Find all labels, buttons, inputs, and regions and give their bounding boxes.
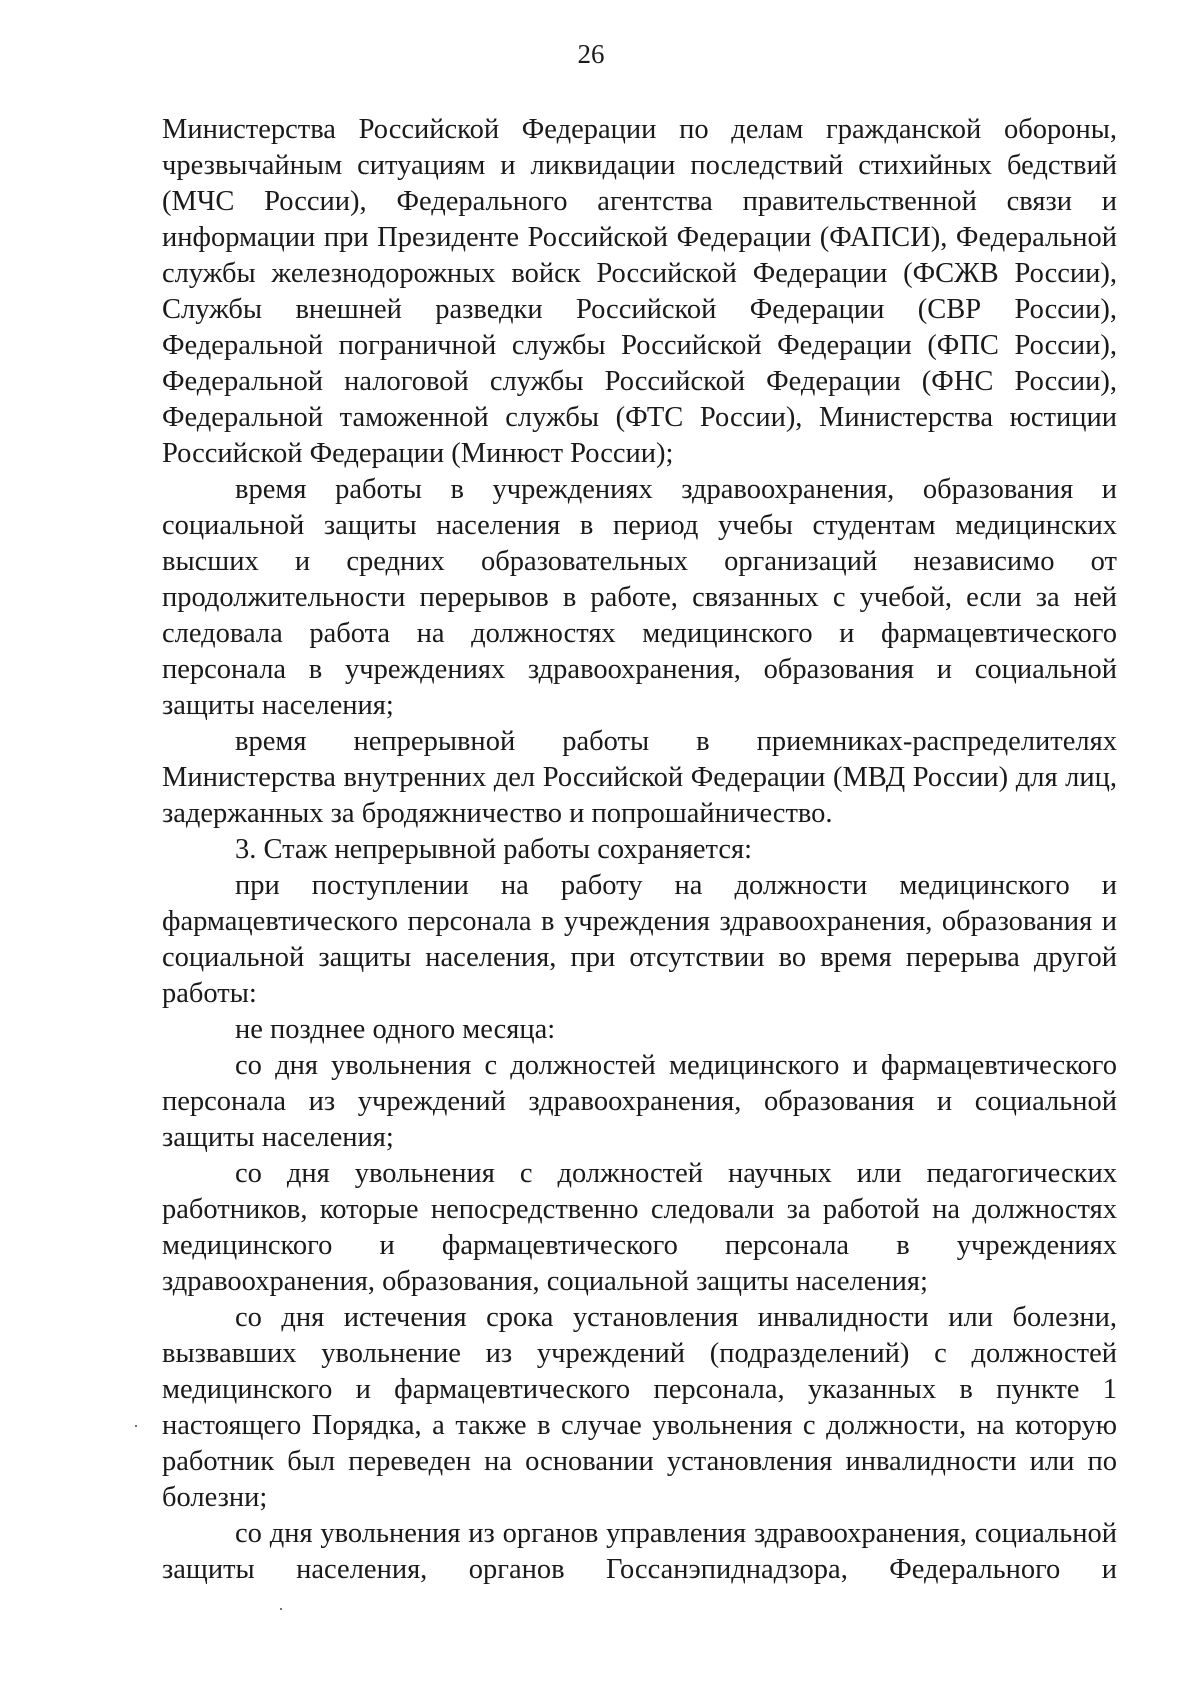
paragraph-dismissal-scientific: со дня увольнения с должностей научных или педагогических работников, которые непосредственно следовали за работой на должностях медицинского и фармацевтического персонала в учреждениях здравоохранения, образования, социальной защиты населения;: [162, 1158, 1117, 1297]
page-number: 26: [577, 39, 605, 69]
paragraph-study-period: время работы в учреждениях здравоохранения, образования и социальной защиты населения в период учебы студентам медицинских высших и средних образовательных организаций независимо от продолжительности перерывов в работе, связанных с учебой, если за ней следовала работа на должностях медицинского и фармацевтического персонала в учреждениях здравоохранения, образования и социальной защиты населения;: [162, 474, 1117, 721]
paragraph-disability-expiry: со дня истечения срока установления инвалидности или болезни, вызвавших увольнение из учреждений (подразделений) с должностей медицинского и фармацевтического персонала, указанных в пункте 1 настоящего Порядка, а также в случае увольнения с должности, на которую работник был переведен на основании установления инвалидности или по болезни;: [162, 1302, 1117, 1513]
paragraph-on-employment: при поступлении на работу на должности медицинского и фармацевтического персонала в учреждения здравоохранения, образования и социальной защиты населения, при отсутствии во время перерыва другой работы:: [162, 870, 1117, 1009]
document-body: [162, 112, 1117, 1588]
paragraph-one-month: не позднее одного месяца:: [235, 1014, 556, 1045]
paragraph-health-authorities: со дня увольнения из органов управления здравоохранения, социальной защиты населения, органов Госсанэпиднадзора, Федерального и: [162, 1518, 1117, 1585]
scan-speck: [135, 1425, 137, 1427]
paragraph-ministries-list: Министерства Российской Федерации по делам гражданской обороны, чрезвычайным ситуациям и ликвидации последствий стихийных бедствий (МЧС России), Федерального агентства правительственной связи и информации при Президенте Российской Федерации (ФАПСИ), Федеральной службы железнодорожных войск Российской Федерации (ФСЖВ России), Службы внешней разведки Российской Федерации (СВР России), Федеральной пограничной службы Российской Федерации (ФПС России), Федеральной налоговой службы Российской Федерации (ФНС России), Федеральной таможенной службы (ФТС России), Министерства юстиции Российской Федерации (Минюст России);: [162, 114, 1117, 469]
paragraph-dismissal-medical: со дня увольнения с должностей медицинского и фармацевтического персонала из учреждений здравоохранения, образования и социальной защиты населения;: [162, 1050, 1117, 1153]
section-3-heading: 3. Стаж непрерывной работы сохраняется:: [235, 834, 753, 865]
scan-speck: [280, 1608, 282, 1610]
paragraph-reception-centers: время непрерывной работы в приемниках-распределителях Министерства внутренних дел Российской Федерации (МВД России) для лиц, задержанных за бродяжничество и попрошайничество.: [162, 726, 1117, 829]
